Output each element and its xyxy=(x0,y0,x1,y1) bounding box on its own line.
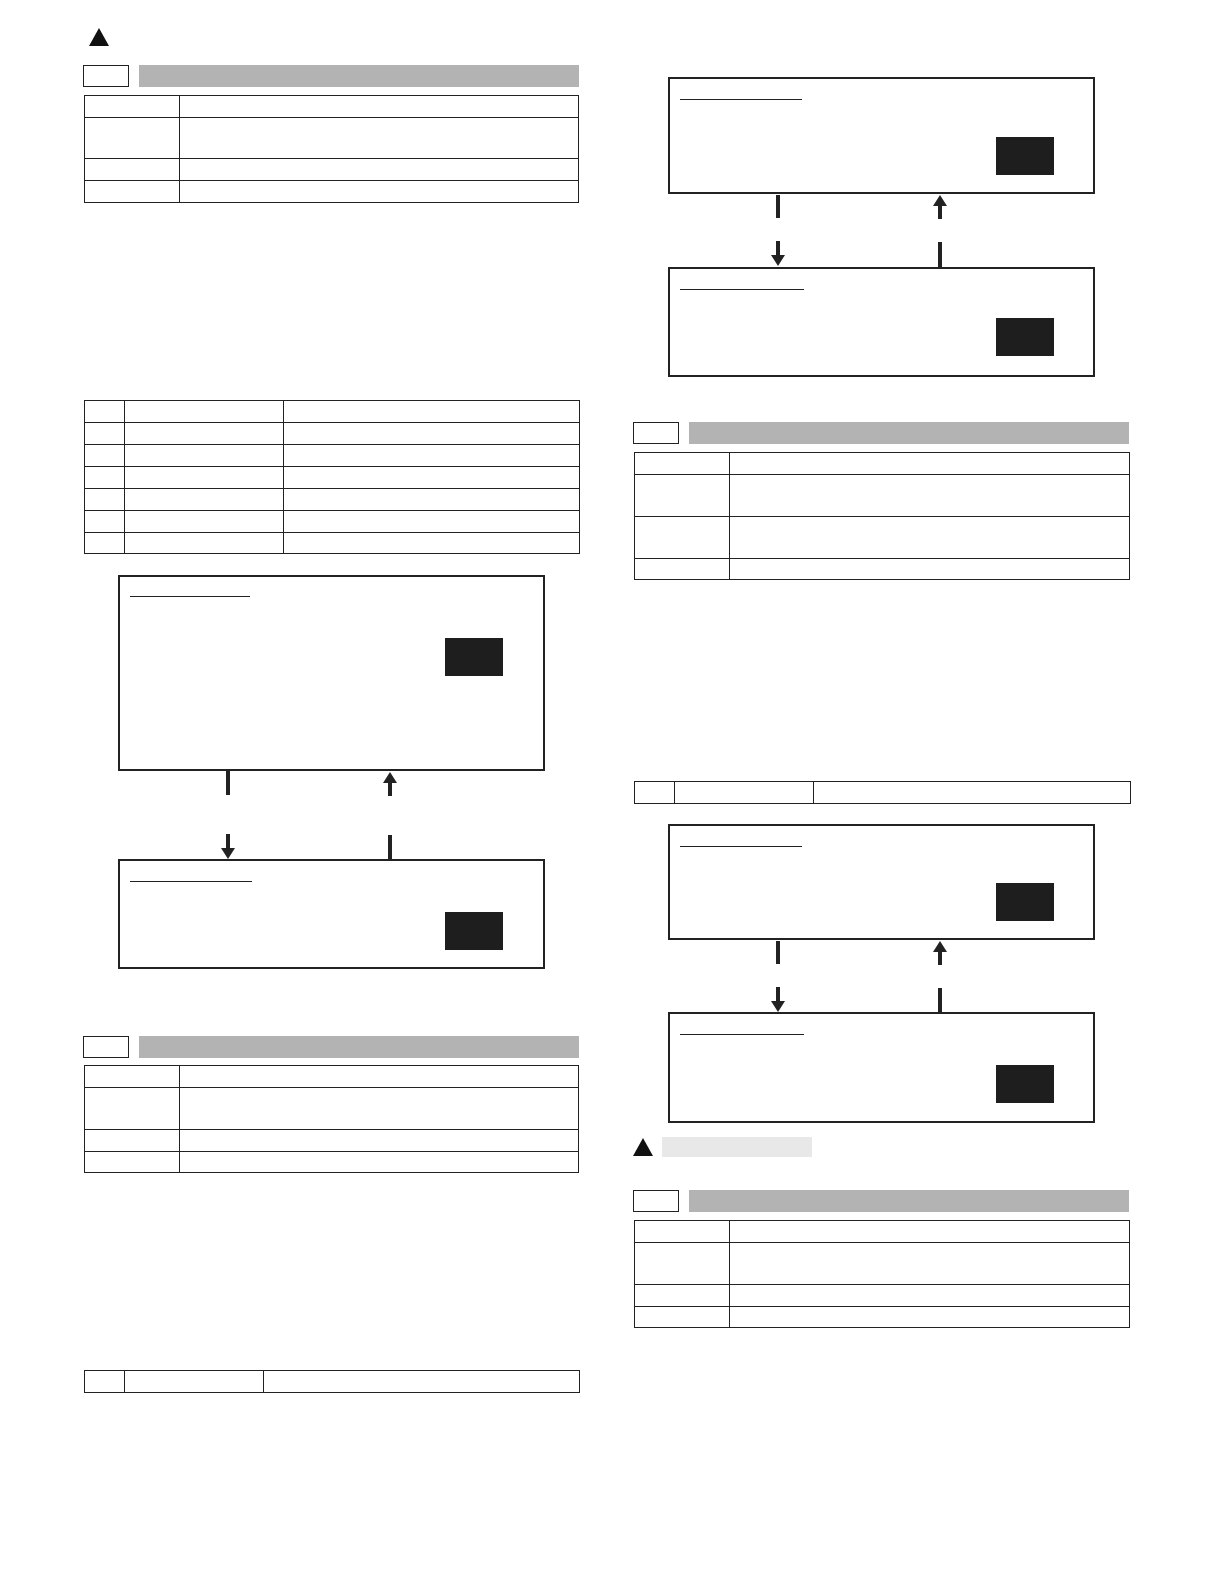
lcd-screen-lower xyxy=(668,1012,1095,1123)
arrow-down-icon xyxy=(771,1001,785,1012)
arrow-up-shaft xyxy=(938,205,942,219)
arrow-down-icon xyxy=(771,255,785,266)
section-code-box xyxy=(83,65,129,87)
arrow-down-tail xyxy=(776,941,780,964)
revision-triangle-icon xyxy=(89,28,109,46)
section-header-bar xyxy=(139,65,579,87)
screen-title-underline xyxy=(130,596,250,597)
screen-execute-button[interactable] xyxy=(445,912,503,950)
section-code-box xyxy=(633,422,679,444)
revision-note-label xyxy=(662,1137,812,1157)
section-code-box xyxy=(633,1190,679,1212)
arrow-down-shaft xyxy=(776,987,780,1002)
arrow-up-tail xyxy=(938,242,942,267)
section-info-table xyxy=(634,1220,1130,1328)
arrow-down-icon xyxy=(221,848,235,859)
screen-execute-button[interactable] xyxy=(445,638,503,676)
section-code-box xyxy=(83,1036,129,1058)
screen-execute-button[interactable] xyxy=(996,883,1054,921)
arrow-up-shaft xyxy=(938,951,942,965)
section-header-bar xyxy=(689,1190,1129,1212)
screen-title-underline xyxy=(130,881,252,882)
arrow-down-shaft xyxy=(776,241,780,256)
value-table xyxy=(84,1370,580,1393)
lcd-screen-upper xyxy=(118,575,545,771)
screen-execute-button[interactable] xyxy=(996,137,1054,175)
arrow-down-tail xyxy=(226,771,230,795)
arrow-up-shaft xyxy=(388,782,392,796)
section-header-bar xyxy=(689,422,1129,444)
lcd-screen-lower xyxy=(118,859,545,969)
screen-title-underline xyxy=(680,289,804,290)
arrow-down-tail xyxy=(776,195,780,218)
value-table xyxy=(84,400,580,554)
section-info-table xyxy=(84,95,579,203)
section-header-bar xyxy=(139,1036,579,1058)
screen-execute-button[interactable] xyxy=(996,318,1054,356)
section-info-table xyxy=(634,452,1130,580)
arrow-down-shaft xyxy=(226,834,230,849)
lcd-screen-upper xyxy=(668,824,1095,940)
lcd-screen-lower xyxy=(668,267,1095,377)
screen-title-underline xyxy=(680,1034,804,1035)
lcd-screen-upper xyxy=(668,77,1095,194)
section-info-table xyxy=(84,1065,579,1173)
value-table xyxy=(634,781,1131,804)
screen-execute-button[interactable] xyxy=(996,1065,1054,1103)
screen-title-underline xyxy=(680,99,802,100)
arrow-up-tail xyxy=(938,988,942,1013)
revision-triangle-icon xyxy=(633,1138,653,1156)
arrow-up-tail xyxy=(388,835,392,859)
screen-title-underline xyxy=(680,846,802,847)
